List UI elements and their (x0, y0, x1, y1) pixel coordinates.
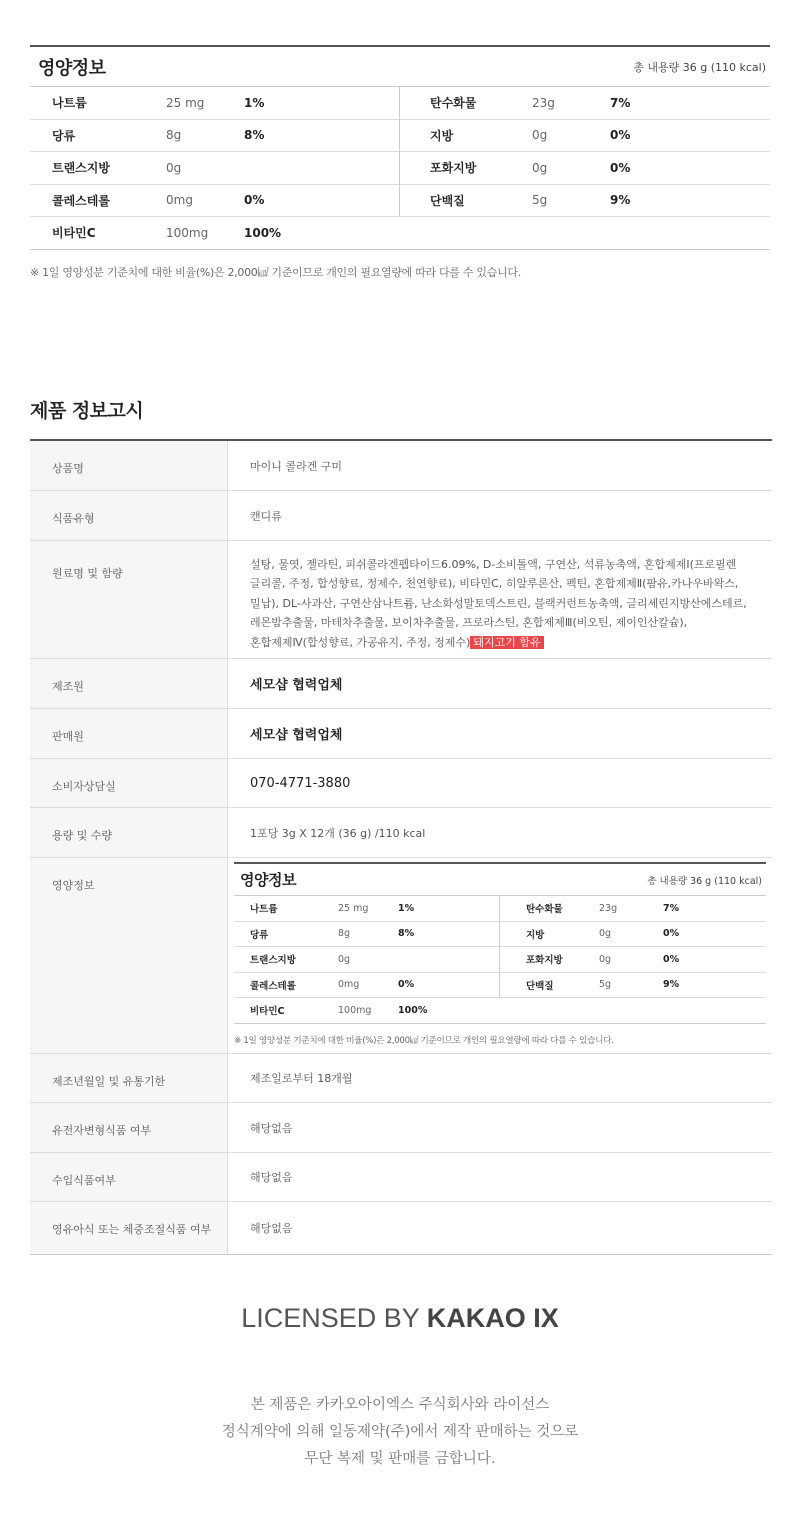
nutrition-total: 총 내용량 36 g (110 kcal) (633, 60, 766, 74)
info-row-expiration (30, 1054, 772, 1103)
nutrient-row (30, 217, 400, 250)
nutrient-row (234, 973, 500, 999)
info-label: 상품명 (30, 441, 228, 490)
nutrient-name: 탄수화물 (526, 904, 563, 916)
nutrition-title: 영양정보 (240, 871, 296, 889)
info-value: 캔디류 (250, 509, 282, 523)
nutrient-row (30, 185, 400, 218)
nutrient-name: 단백질 (526, 980, 554, 992)
info-label: 영유아식 또는 체중조절식품 여부 (30, 1202, 228, 1254)
nutrient-percent: 0% (244, 193, 265, 208)
nutrient-row (30, 87, 400, 120)
info-row-capacity (30, 808, 772, 858)
nutrition-header (234, 862, 766, 896)
info-label: 영양정보 (30, 858, 228, 1053)
nutrition-note: ※ 1일 영양성분 기준치에 대한 비율(%)은 2,000㎉ 기준이므로 개인의 필요열량에 따라 다를 수 있습니다. (30, 265, 521, 279)
nutrition-total: 총 내용량 36 g (110 kcal) (647, 875, 762, 887)
nutrient-row (30, 152, 400, 185)
info-label: 제조년월일 및 유통기한 (30, 1054, 228, 1102)
nutrient-percent: 100% (244, 225, 282, 240)
info-label: 소비자상담실 (30, 759, 228, 807)
nutrient-amount: 8g (166, 128, 182, 143)
nutrient-amount: 5g (532, 193, 548, 208)
info-label: 수입식품여부 (30, 1153, 228, 1201)
info-row-customer-service (30, 759, 772, 808)
nutrient-percent: 1% (244, 95, 265, 110)
nutrient-row (500, 922, 766, 948)
info-value: 해당없음 (250, 1222, 293, 1235)
ingredients-last-line: 혼합제제Ⅳ(합성향료, 가공유지, 주정, 정제수) (250, 635, 471, 649)
nutrient-name: 지방 (430, 128, 454, 143)
info-label: 원료명 및 함량 (30, 541, 228, 658)
nutrient-row (500, 947, 766, 973)
nutrient-row-empty (500, 998, 766, 1024)
nutrient-percent: 1% (398, 902, 415, 914)
nutrition-header (30, 45, 770, 87)
nutrient-row (500, 973, 766, 999)
info-value: 마이니 콜라겐 구미 (250, 459, 343, 473)
nutrient-name: 지방 (526, 929, 545, 941)
nutrient-amount: 25 mg (166, 95, 205, 110)
nutrient-row (234, 947, 500, 973)
nutrient-name: 포화지방 (526, 955, 563, 967)
info-row-imported (30, 1153, 772, 1202)
nutrient-percent: 0% (663, 928, 680, 940)
info-row-manufacturer (30, 659, 772, 709)
info-row-infant-diet (30, 1202, 772, 1254)
license-title-light: LICENSED BY (241, 1303, 427, 1333)
nutrient-amount: 8g (338, 928, 351, 940)
nutrient-name: 비타민C (250, 1006, 285, 1018)
info-label: 제조원 (30, 659, 228, 708)
nutrient-percent: 7% (663, 902, 680, 914)
nutrient-amount: 0g (599, 953, 612, 965)
info-value: 1포당 3g X 12개 (36 g) /110 kcal (250, 826, 426, 840)
nutrition-title: 영양정보 (38, 57, 106, 79)
nutrient-percent: 8% (398, 928, 415, 940)
info-row-seller (30, 709, 772, 759)
nutrient-amount: 100mg (166, 225, 209, 240)
nutrient-name: 비타민C (52, 226, 96, 241)
nutrient-percent: 0% (610, 128, 631, 143)
nutrient-row (30, 120, 400, 153)
info-value: 세모샵 협력업체 (250, 678, 343, 693)
nutrient-amount: 23g (532, 95, 555, 110)
nutrient-row-empty (400, 217, 770, 250)
license-notice (0, 1392, 800, 1473)
ingredients-line (250, 633, 752, 652)
info-value: 해당없음 (250, 1121, 293, 1135)
nutrient-percent: 100% (398, 1004, 428, 1016)
ingredients-line: 글리콜, 주정, 합성향료, 정제수, 천연향료), 비타민C, 히알루론산, 펙틴, 혼합제제Ⅱ(팜유,카나우바왁스, (250, 577, 739, 591)
nutrient-amount: 23g (599, 902, 618, 914)
nutrient-row (400, 185, 770, 218)
info-row-nutrition (30, 858, 772, 1054)
info-label: 판매원 (30, 709, 228, 758)
ingredients-line: 설탕, 물엿, 젤라틴, 피쉬콜라겐펩타이드6.09%, D-소비톨액, 구연산, 석류농축액, 혼합제제Ⅰ(프로필렌 (250, 558, 737, 571)
nutrient-name: 당류 (250, 929, 269, 941)
info-row-ingredients (30, 541, 772, 659)
info-value: 제조일로부터 18개월 (250, 1072, 353, 1085)
nutrient-row (234, 922, 500, 948)
nutrient-amount: 0g (166, 160, 182, 175)
nutrition-note: ※ 1일 영양성분 기준치에 대한 비율(%)은 2,000㎉ 기준이므로 개인의 필요열량에 따라 다를 수 있습니다. (234, 1035, 614, 1046)
nutrient-row (400, 152, 770, 185)
nutrient-name: 나트륨 (52, 96, 87, 111)
license-title (0, 1303, 800, 1334)
nutrient-name: 단백질 (430, 193, 465, 208)
info-value: 해당없음 (250, 1171, 293, 1184)
nutrient-name: 트랜스지방 (250, 955, 296, 967)
nested-nutrition-table (234, 862, 766, 1046)
info-label: 유전자변형식품 여부 (30, 1103, 228, 1152)
allergen-highlight: 돼지고기 함유 (470, 636, 543, 649)
license-line: 무단 복제 및 판매를 금합니다. (304, 1451, 496, 1467)
nutrient-percent: 0% (663, 953, 680, 965)
ingredients-line: 밀납), DL-사과산, 구연산삼나트륨, 난소화성말토덱스트린, 블랙커런트농축액, 글리세린지방산에스테르, (250, 596, 747, 610)
info-row-food-type (30, 491, 772, 541)
nutrient-percent: 0% (610, 160, 631, 175)
nutrient-amount: 100mg (338, 1004, 372, 1016)
info-row-gmo (30, 1103, 772, 1153)
license-title-brand: KAKAO IX (426, 1303, 559, 1333)
nutrient-percent: 0% (398, 979, 415, 991)
nutrient-amount: 0g (338, 953, 351, 965)
product-info-table (30, 439, 772, 1255)
ingredients-line: 레몬밤추출물, 마테차추출물, 보이차추출물, 프로라스틴, 혼합제제Ⅲ(비오틴, 제이인산칼슘), (250, 616, 688, 630)
nutrient-percent: 8% (244, 128, 265, 143)
nutrient-percent: 9% (663, 979, 680, 991)
nutrient-percent: 7% (610, 95, 631, 110)
nutrition-table (30, 45, 770, 280)
nutrient-row (234, 896, 500, 922)
nutrient-amount: 0mg (338, 979, 360, 991)
nutrient-name: 콜레스테롤 (250, 980, 296, 992)
nutrient-percent: 9% (610, 193, 631, 208)
nutrient-amount: 0g (532, 128, 548, 143)
nutrient-name: 콜레스테롤 (52, 193, 110, 208)
nutrient-amount: 0mg (166, 193, 193, 208)
ingredients-text (228, 541, 772, 658)
nutrient-amount: 0g (532, 160, 548, 175)
nutrient-row (400, 87, 770, 120)
nutrient-row (500, 896, 766, 922)
info-label: 용량 및 수량 (30, 808, 228, 857)
nutrient-amount: 0g (599, 928, 612, 940)
phone-number: 070-4771-3880 (250, 775, 351, 791)
nutrient-amount: 25 mg (338, 902, 369, 914)
nutrient-amount: 5g (599, 979, 612, 991)
nutrient-name: 나트륨 (250, 904, 278, 916)
nutrient-name: 트랜스지방 (52, 161, 110, 176)
nutrient-name: 탄수화물 (430, 96, 477, 111)
license-line: 본 제품은 카카오아이엑스 주식회사와 라이선스 (250, 1397, 550, 1413)
license-line: 정식계약에 의해 일동제약(주)에서 제작 판매하는 것으로 (221, 1424, 579, 1440)
nutrient-row (400, 120, 770, 153)
product-info-title: 제품 정보고시 (30, 400, 144, 422)
info-value: 세모샵 협력업체 (250, 728, 343, 743)
nutrient-name: 당류 (52, 128, 76, 143)
nutrient-name: 포화지방 (430, 161, 477, 176)
info-row-product-name (30, 441, 772, 491)
info-label: 식품유형 (30, 491, 228, 540)
nutrient-row (234, 998, 500, 1024)
